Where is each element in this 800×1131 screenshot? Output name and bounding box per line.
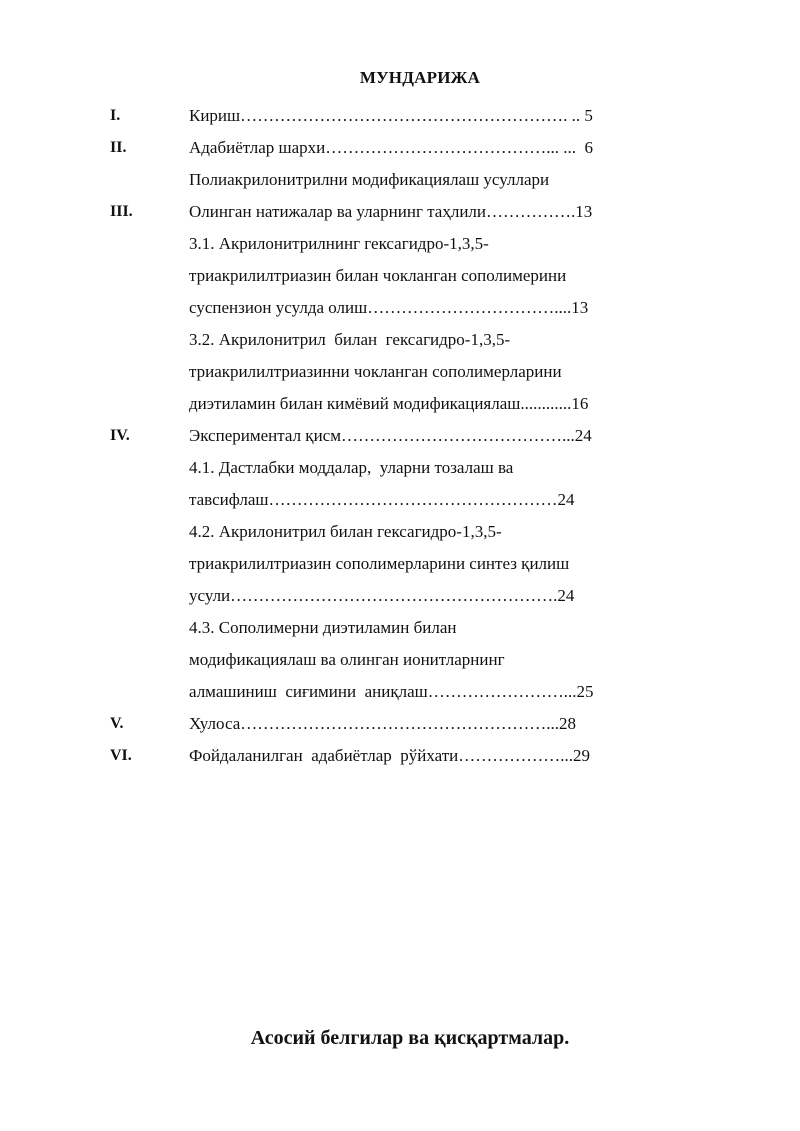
toc-entry-text: Кириш…………………………………………………. .. 5	[189, 106, 593, 125]
toc-section-number: III.	[110, 203, 133, 220]
toc-row	[0, 232, 800, 256]
toc-entry-text: 4.3. Сополимерни диэтиламин билан	[189, 618, 457, 637]
toc-row	[0, 392, 800, 416]
toc-row	[0, 264, 800, 288]
toc-entry-text: триакрилилтриазин билан чокланган сополимерини	[189, 266, 567, 285]
toc-entry-text: Полиакрилонитрилни модификациялаш усуллари	[189, 170, 550, 189]
toc-row	[0, 360, 800, 384]
toc-section-number: IV.	[110, 427, 130, 444]
toc-entry-text: Олинган натижалар ва уларнинг таҳлили…………….13	[189, 202, 593, 221]
toc-entry-text: Фойдаланилган адабиётлар рўйхати………………...29	[189, 746, 591, 765]
toc-row	[0, 488, 800, 512]
toc-section-number: VI.	[110, 747, 132, 764]
toc-entry-text: 3.1. Акрилонитрилнинг гексагидро-1,3,5-	[189, 234, 489, 253]
toc-row	[0, 456, 800, 480]
toc-entry-text: 4.2. Акрилонитрил билан гексагидро-1,3,5-	[189, 522, 502, 541]
toc-entry-text: триакрилилтриазинни чокланган сополимерларини	[189, 362, 562, 381]
toc-entry-text: диэтиламин билан кимёвий модификациялаш............16	[189, 394, 589, 413]
toc-entry-text: триакрилилтриазин сополимерларини синтез қилиш	[189, 554, 570, 573]
toc-row	[0, 200, 800, 224]
toc-row	[0, 136, 800, 160]
section-heading: Асосий белгилар ва қисқартмалар.	[250, 1027, 570, 1049]
toc-entry-text: усули………………………………………………….24	[189, 586, 575, 605]
toc-entry-text: тавсифлаш……………………………………………24	[189, 490, 575, 509]
toc-row	[0, 616, 800, 640]
toc-entry-text: алмашиниш сиғимини аниқлаш……………………...25	[189, 682, 594, 701]
toc-row	[0, 552, 800, 576]
toc-entry-text: Экспериментал қисм…………………………………...24	[189, 426, 592, 445]
toc-row	[0, 520, 800, 544]
toc-entry-text: 3.2. Акрилонитрил билан гексагидро-1,3,5-	[189, 330, 511, 349]
toc-row	[0, 328, 800, 352]
page-title: МУНДАРИЖА	[359, 68, 481, 87]
toc-row	[0, 168, 800, 192]
toc-entry-text: Хулоса………………………………………………...28	[189, 714, 576, 733]
toc-row	[0, 584, 800, 608]
toc-row	[0, 104, 800, 128]
toc-entry-text: Адабиётлар шархи…………………………………... ... 6	[189, 138, 594, 157]
toc-row	[0, 296, 800, 320]
toc-row	[0, 680, 800, 704]
toc-row	[0, 648, 800, 672]
toc-row	[0, 744, 800, 768]
toc-row	[0, 424, 800, 448]
toc-entry-text: суспензион усулда олиш……………………………....13	[189, 298, 589, 317]
toc-entry-text: модификациялаш ва олинган ионитларнинг	[189, 650, 505, 669]
toc-section-number: V.	[110, 715, 124, 732]
toc-entry-text: 4.1. Дастлабки моддалар, уларни тозалаш ва	[189, 458, 514, 477]
toc-row	[0, 712, 800, 736]
toc-section-number: II.	[110, 139, 127, 156]
toc-section-number: I.	[110, 107, 121, 124]
